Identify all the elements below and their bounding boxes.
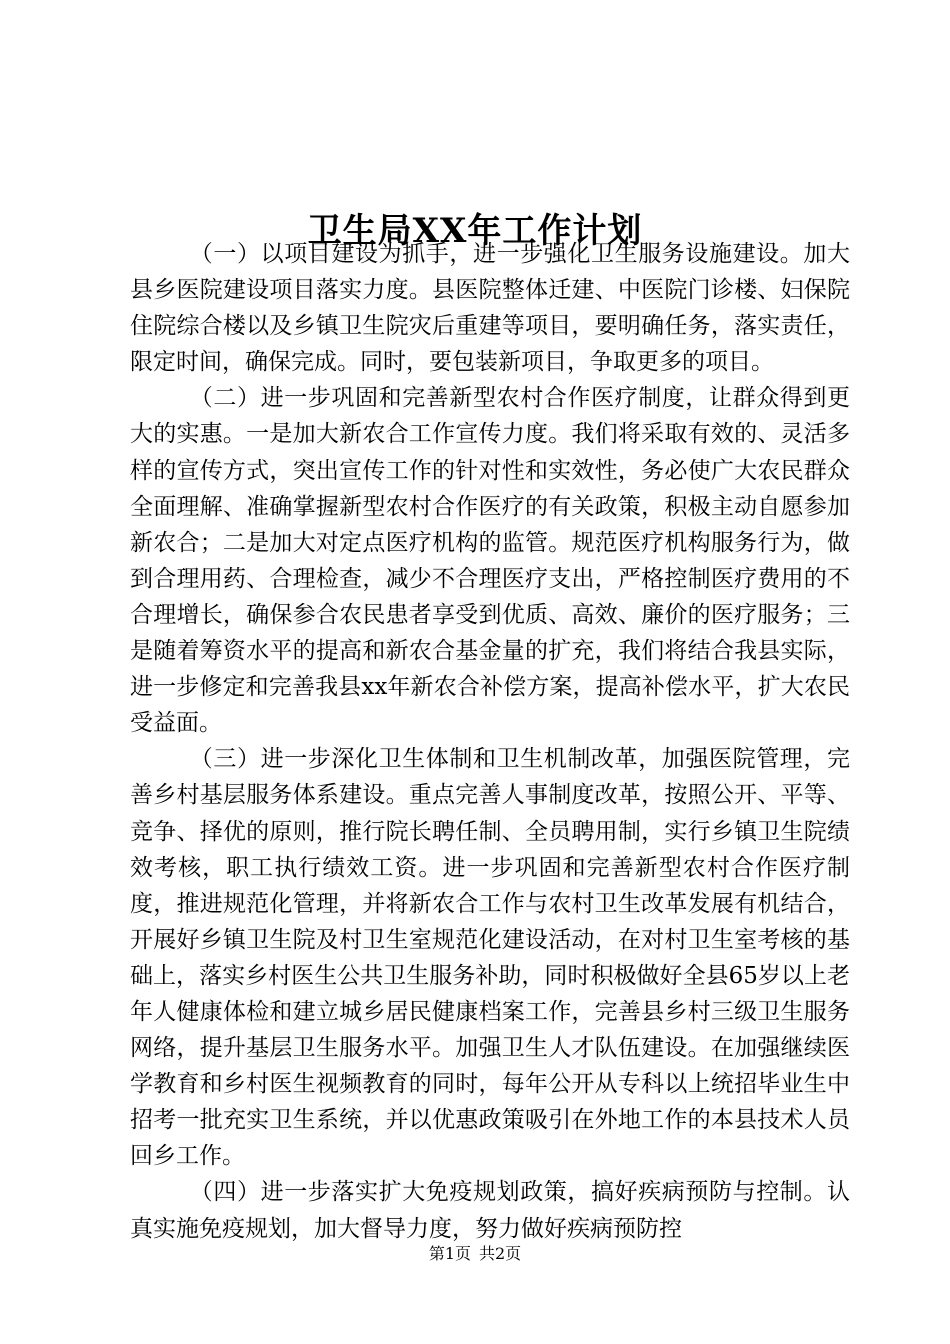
document-body [130, 236, 850, 1247]
page-footer [0, 1243, 950, 1265]
document-title: 卫生局XX年工作计划 [307, 210, 643, 251]
paragraph-1: （一）以项目建设为抓手，进一步强化卫生服务设施建设。加大县乡医院建设项目落实力度。县医院整体迁建、中医院门诊楼、妇保院住院综合楼以及乡镇卫生院灾后重建等项目，要明确任务，落实责任，限定时间，确保完成。同时，要包装新项目，争取更多的项目。 [130, 241, 850, 376]
paragraph-2: （二）进一步巩固和完善新型农村合作医疗制度，让群众得到更大的实惠。一是加大新农合工作宣传力度。我们将采取有效的、灵活多样的宣传方式，突出宣传工作的针对性和实效性，务必使广大农民群众全面理解、准确掌握新型农村合作医疗的有关政策，积极主动自愿参加新农合；二是加大对定点医疗机构的监管。规范医疗机构服务行为，做到合理用药、合理检查，减少不合理医疗支出，严格控制医疗费用的不合理增长，确保参合农民患者享受到优质、高效、廉价的医疗服务；三是随着筹资水平的提高和新农合基金量的扩充，我们将结合我县实际，进一步修定和完善我县xx年新农合补偿方案，提高补偿水平，扩大农民受益面。 [130, 385, 850, 737]
paragraph-3: （三）进一步深化卫生体制和卫生机制改革，加强医院管理，完善乡村基层服务体系建设。重点完善人事制度改革，按照公开、平等、竞争、择优的原则，推行院长聘任制、全员聘用制，实行乡镇卫生院绩效考核，职工执行绩效工资。进一步巩固和完善新型农村合作医疗制度，推进规范化管理，并将新农合工作与农村卫生改革发展有机结合，开展好乡镇卫生院及村卫生室规范化建设活动，在对村卫生室考核的基础上，落实乡村医生公共卫生服务补助，同时积极做好全县65岁以上老年人健康体检和建立城乡居民健康档案工作，完善县乡村三级卫生服务网络，提升基层卫生服务水平。加强卫生人才队伍建设。在加强继续医学教育和乡村医生视频教育的同时，每年公开从专科以上统招毕业生中招考一批充实卫生系统，并以优惠政策吸引在外地工作的本县技术人员回乡工作。 [130, 746, 850, 1170]
page-number-current: 第1页 [428, 1244, 471, 1263]
page-number-total: 共2页 [479, 1244, 522, 1263]
paragraph-4: （四）进一步落实扩大免疫规划政策，搞好疾病预防与控制。认真实施免疫规划，加大督导力度，努力做好疾病预防控 [130, 1179, 850, 1242]
